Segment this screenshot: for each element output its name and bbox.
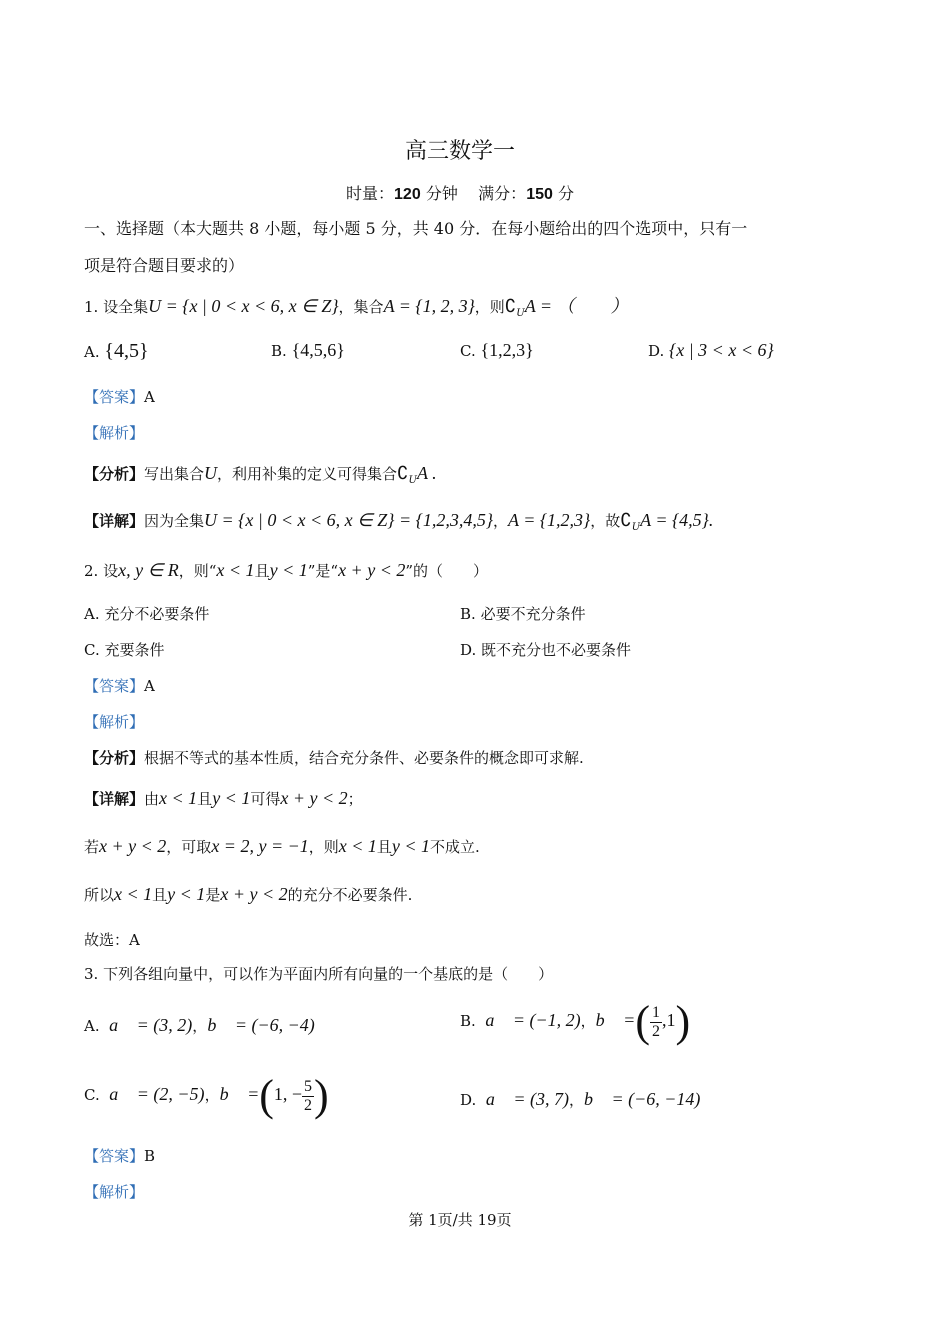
section-heading-line1: 一、选择题（本大题共 8 小题，每小题 5 分，共 40 分．在每小题给出的四个选项中，只有一 xyxy=(84,219,748,238)
vector-a: a⃗ = (3, 2) xyxy=(109,1015,193,1035)
q2-option-a[interactable] xyxy=(84,603,209,624)
xj-cond2: y < 1 xyxy=(212,788,251,808)
text: 是 xyxy=(205,886,221,904)
q1-text: ，集合 xyxy=(338,298,384,316)
q2-cond3: x + y < 2 xyxy=(338,560,406,580)
option-value: {4,5} xyxy=(104,340,149,362)
q1-set-u: U = {x | 0 < x < 6, x ∈ Z} xyxy=(148,296,339,316)
fenxi-end: A . xyxy=(416,463,437,483)
option-label: B. xyxy=(460,1012,476,1030)
denominator: 2 xyxy=(651,1022,660,1040)
question-2-stem xyxy=(84,560,488,581)
xiangjie-tag: 【详解】 xyxy=(84,512,145,530)
q1-then: ，则 xyxy=(474,298,505,316)
q2-line2 xyxy=(84,836,480,857)
q2-option-b[interactable] xyxy=(460,603,586,624)
text: 不成立. xyxy=(430,838,480,856)
q1-number: 1. 设全集 xyxy=(84,298,149,316)
question-3-stem: 3. 下列各组向量中，可以作为平面内所有向量的一个基底的是（ ） xyxy=(84,965,554,983)
exam-info xyxy=(0,181,920,204)
q3-option-c[interactable]: C. a⃗ = (2, −5)，b⃗ =(1, − $\frac{5}{2}$ ) xyxy=(84,1071,329,1120)
xj-semi: ； xyxy=(347,790,363,808)
xiangjie-set-a: A = {1,2,3} xyxy=(508,510,591,530)
complement-subscript: U xyxy=(631,522,641,533)
math: x < 1 xyxy=(338,836,377,856)
vector-b-rest: 1, − xyxy=(273,1084,303,1104)
numerator: 5 xyxy=(304,1077,313,1095)
xj-cond3: x + y < 2 xyxy=(280,788,348,808)
time-value: 120 xyxy=(394,186,421,203)
fraction xyxy=(650,1004,662,1041)
vector-a: a⃗ = (2, −5) xyxy=(109,1084,205,1104)
q3-analysis: 【解析】 xyxy=(84,1183,145,1201)
option-value: {1,2,3} xyxy=(480,340,534,360)
fenxi-text: 写出集合 xyxy=(144,465,205,483)
complement-subscript: U xyxy=(516,308,525,319)
text: ，则 xyxy=(308,838,339,856)
option-label: D. xyxy=(648,342,665,360)
vector-a: a⃗ = (3, 7) xyxy=(485,1089,569,1109)
q2-line3 xyxy=(84,884,412,905)
vector-b: b⃗ = xyxy=(595,1010,636,1030)
text: 若 xyxy=(84,838,100,856)
answer-tag: 【答案】 xyxy=(84,1147,145,1165)
time-unit: 分钟 xyxy=(425,184,458,203)
complement-symbol: ∁ xyxy=(620,510,632,530)
answer-tag: 【答案】 xyxy=(84,388,145,406)
q2-analysis: 【解析】 xyxy=(84,713,145,731)
q2-xiangjie xyxy=(84,788,363,809)
text: 的充分不必要条件. xyxy=(287,886,413,904)
q2-vars: x, y ∈ R xyxy=(118,560,179,580)
option-value: 充要条件 xyxy=(104,641,165,659)
q3-option-a[interactable] xyxy=(84,1015,315,1036)
q3-answer xyxy=(84,1145,155,1166)
fenxi-u: U xyxy=(204,463,218,483)
xiangjie-sep: ， xyxy=(493,512,509,530)
q1-option-a[interactable] xyxy=(84,340,149,363)
option-label: A. xyxy=(84,1017,100,1035)
fenxi-tag: 【分析】 xyxy=(84,749,145,767)
math: x + y < 2 xyxy=(99,836,167,856)
math: x = 2, y = −1 xyxy=(211,836,309,856)
option-value: 必要不充分条件 xyxy=(480,605,586,623)
vector-b: b⃗ = xyxy=(219,1084,260,1104)
option-label: D. xyxy=(460,641,477,659)
complement-subscript: U xyxy=(408,475,417,486)
q1-fenxi xyxy=(84,463,437,486)
vector-b: b⃗ = (−6, −14) xyxy=(583,1089,701,1109)
q1-option-d[interactable] xyxy=(648,340,774,361)
option-label: D. xyxy=(460,1091,477,1109)
q1-option-c[interactable] xyxy=(460,340,534,361)
math: y < 1 xyxy=(167,884,206,904)
option-value: 充分不必要条件 xyxy=(104,605,210,623)
sep: ， xyxy=(192,1017,208,1035)
answer-value: A xyxy=(144,677,155,695)
q2-text: ，则“ xyxy=(178,562,217,580)
page-footer: 第 1页/共 19页 xyxy=(408,1211,512,1229)
answer-value: B xyxy=(144,1147,156,1165)
sep: ， xyxy=(568,1091,584,1109)
option-label: B. xyxy=(271,342,287,360)
numerator: 1 xyxy=(651,1003,660,1021)
section-heading-line2: 项是符合题目要求的） xyxy=(84,256,245,275)
vector-b: b⃗ = (−6, −4) xyxy=(207,1015,315,1035)
fenxi-mid: ，利用补集的定义可得集合 xyxy=(217,465,398,483)
q2-option-c[interactable] xyxy=(84,639,165,660)
q2-line4: 故选：A xyxy=(84,931,140,949)
option-value: {x | 3 < x < 6} xyxy=(669,340,774,360)
math: x + y < 2 xyxy=(220,884,288,904)
q2-answer xyxy=(84,675,155,696)
math: y < 1 xyxy=(391,836,431,856)
xiangjie-text: 因为全集 xyxy=(144,512,205,530)
xj-cond1: x < 1 xyxy=(159,788,198,808)
time-label: 时量： xyxy=(346,184,395,203)
option-label: A. xyxy=(84,343,100,361)
vector-a: a⃗ = (−1, 2) xyxy=(485,1010,581,1030)
option-label: C. xyxy=(84,1086,100,1104)
score-label: 满分： xyxy=(478,184,527,203)
question-1-stem xyxy=(84,292,629,319)
option-label: C. xyxy=(460,342,476,360)
xj-get: 可得 xyxy=(250,790,281,808)
text: ，可取 xyxy=(166,838,212,856)
xj-and: 且 xyxy=(197,790,213,808)
q2-end: ”的（ ） xyxy=(405,562,489,580)
q3-option-d[interactable] xyxy=(460,1089,700,1110)
fraction xyxy=(302,1078,314,1115)
sep: ， xyxy=(204,1086,220,1104)
q2-cond1: x < 1 xyxy=(216,560,255,580)
q1-xiangjie xyxy=(84,510,713,533)
q2-option-d[interactable] xyxy=(460,639,631,660)
page-title: 高三数学一 xyxy=(404,139,515,164)
xiangjie-tag: 【详解】 xyxy=(84,790,145,808)
option-value: 既不充分也不必要条件 xyxy=(481,641,632,659)
complement-symbol: ∁ xyxy=(504,296,517,316)
q1-end: A = （ ） xyxy=(524,296,629,316)
fenxi-tag: 【分析】 xyxy=(84,465,145,483)
q1-answer xyxy=(84,386,155,407)
answer-value: A xyxy=(144,388,155,406)
text: 且 xyxy=(376,838,392,856)
vector-b-rest: ,1 xyxy=(661,1010,676,1030)
q1-option-b[interactable] xyxy=(271,340,345,361)
xiangjie-gu: ，故 xyxy=(590,512,621,530)
option-label: A. xyxy=(84,605,100,623)
xiangjie-end: A = {4,5}. xyxy=(640,510,714,530)
complement-symbol: ∁ xyxy=(397,463,409,483)
math: x < 1 xyxy=(114,884,153,904)
q2-and: 且 xyxy=(254,562,270,580)
q3-option-b[interactable]: B. a⃗ = (−1, 2)，b⃗ =( $\frac{1}{2}$ ,1) xyxy=(460,997,691,1046)
fenxi-text: 根据不等式的基本性质，结合充分条件、必要条件的概念即可求解. xyxy=(144,749,584,767)
q2-cond2: y < 1 xyxy=(269,560,308,580)
q2-is: ”是“ xyxy=(307,562,339,580)
text: 所以 xyxy=(84,886,115,904)
option-value: {4,5,6} xyxy=(291,340,345,360)
score-unit: 分 xyxy=(557,184,574,203)
answer-tag: 【答案】 xyxy=(84,677,145,695)
xj-you: 由 xyxy=(144,790,160,808)
sep: ， xyxy=(580,1012,596,1030)
q1-set-a: A = {1, 2, 3} xyxy=(383,296,475,316)
xiangjie-set: U = {x | 0 < x < 6, x ∈ Z} = {1,2,3,4,5} xyxy=(204,510,494,530)
option-label: B. xyxy=(460,605,476,623)
option-label: C. xyxy=(84,641,100,659)
q1-analysis: 【解析】 xyxy=(84,424,145,442)
score-value: 150 xyxy=(526,186,553,203)
q2-number: 2. 设 xyxy=(84,562,119,580)
denominator: 2 xyxy=(304,1096,313,1114)
q2-fenxi xyxy=(84,747,584,768)
text: 且 xyxy=(152,886,168,904)
